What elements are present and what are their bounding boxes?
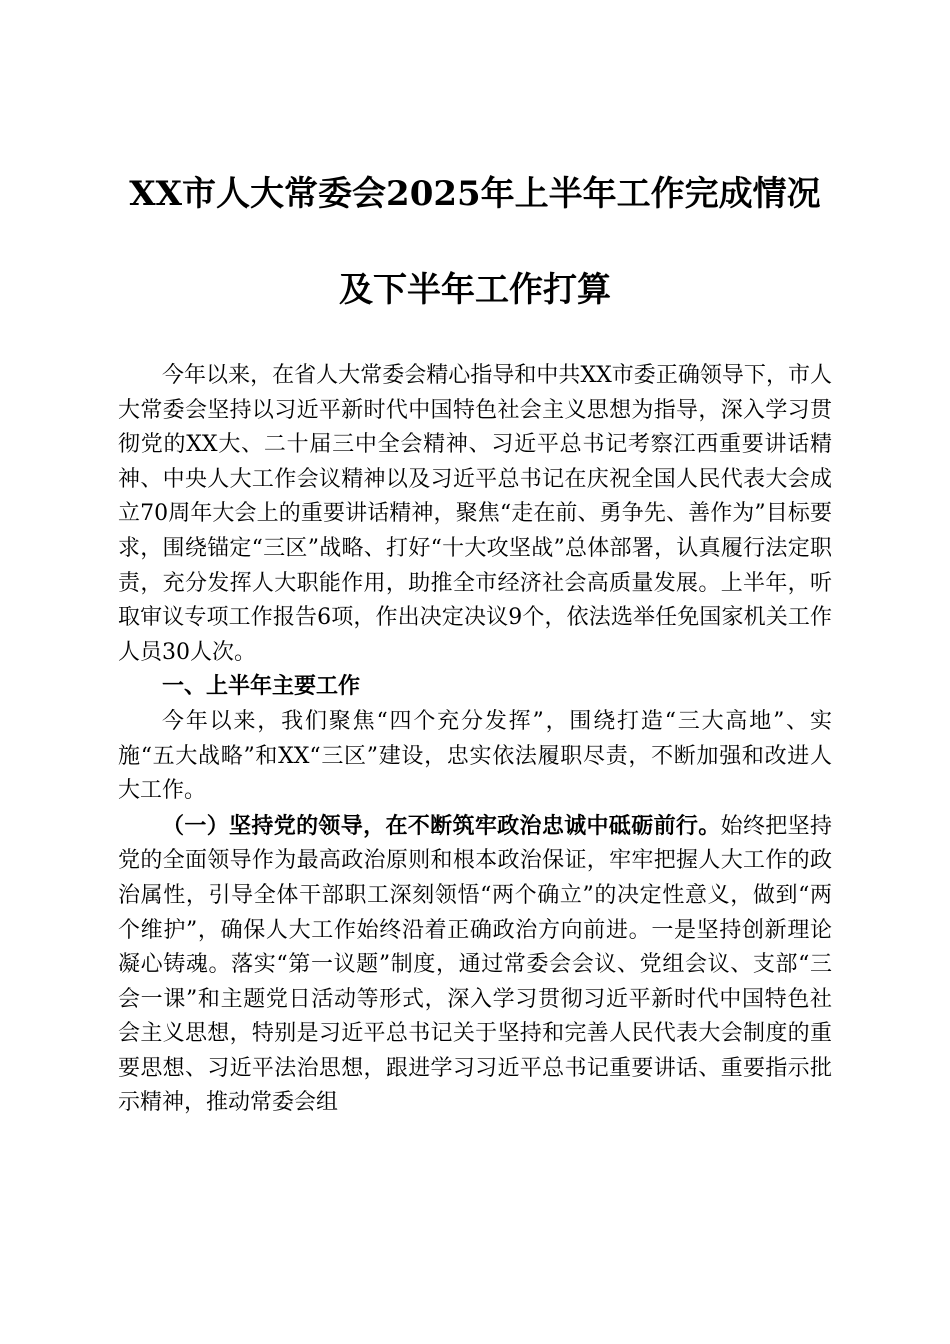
subsection-paragraph	[118, 809, 832, 1121]
intro-paragraph: 今年以来，在省人大常委会精心指导和中共XX市委正确领导下，市人大常委会坚持以习近平新时代中国特色社会主义思想为指导，深入学习贯彻党的XX大、二十届三中全会精神、习近平总书记考察江西重要讲话精神、中央人大工作会议精神以及习近平总书记在庆祝全国人民代表大会成立70周年大会上的重要讲话精神，聚焦“走在前、勇争先、善作为”目标要求，围绕锚定“三区”战略、打好“十大攻坚战”总体部署，认真履行法定职责，充分发挥人大职能作用，助推全市经济社会高质量发展。上半年，听取审议专项工作报告6项，作出决定决议9个，依法选举任免国家机关工作人员30人次。	[118, 363, 832, 665]
subsection-body: 始终把坚持党的全面领导作为最高政治原则和根本政治保证，牢牢把握人大工作的政治属性，引导全体干部职工深刻领悟“两个确立”的决定性意义，做到“两个维护”，确保人大工作始终沿着正确政治方向前进。一是坚持创新理论凝心铸魂。落实“第一议题”制度，通过常委会会议、党组会议、支部“三会一课”和主题党日活动等形式，深入学习贯彻习近平新时代中国特色社会主义思想，特别是习近平总书记关于坚持和完善人民代表大会制度的重要思想、习近平法治思想，跟进学习习近平总书记重要讲话、重要指示批示精神，推动常委会组	[118, 813, 832, 1116]
subsection-heading: （一）坚持党的领导，在不断筑牢政治忠诚中砥砺前行。	[162, 812, 721, 839]
document-body	[118, 359, 832, 1121]
document-title-line-1: XX市人大常委会2025年上半年工作完成情况	[129, 174, 821, 214]
section-heading: 一、上半年主要工作	[162, 674, 361, 700]
section-intro-paragraph: 今年以来，我们聚焦“四个充分发挥”，围绕打造“三大高地”、实施“五大战略”和XX“三区”建设，忠实依法履职尽责，不断加强和改进人大工作。	[118, 708, 832, 804]
document-title-line-2: 及下半年工作打算	[339, 270, 611, 310]
